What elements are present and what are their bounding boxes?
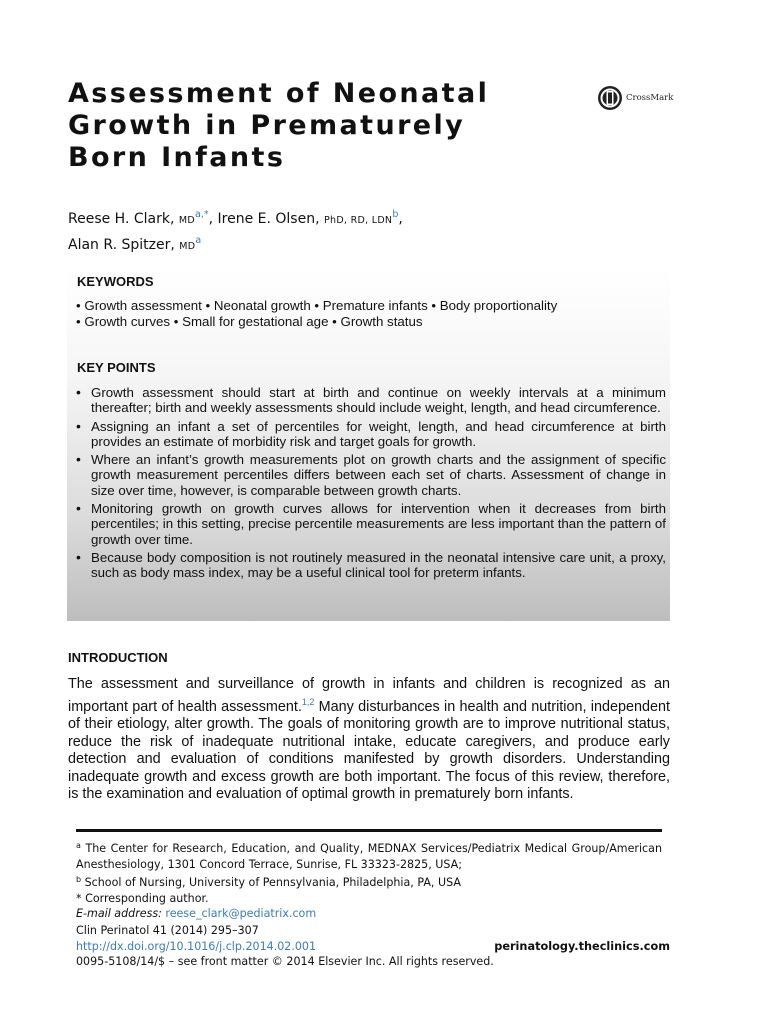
author-name: Alan R. Spitzer,: [68, 237, 175, 253]
author-name: Irene E. Olsen,: [217, 211, 320, 227]
key-point-item: • Because body composition is not routinely measured in the neonatal intensive care unit, a proxy, such as body mass index, may be a useful clinical tool for preterm infants.: [76, 550, 666, 581]
key-points-list: [76, 385, 666, 584]
key-point-item: • Assigning an infant a set of percentiles for weight, length, and head circumference at birth provides an estimate of morbidity risk and target goals for growth.: [76, 419, 666, 450]
affiliation-footnote: [76, 838, 662, 872]
author-line: [68, 231, 688, 257]
author-degree: MD: [178, 215, 195, 226]
affiliation-link[interactable]: a: [195, 235, 202, 246]
crossmark-badge[interactable]: [597, 85, 673, 111]
author-line: Reese H. Clark, MD$^{a,*}$, Irene E. Olsen, PhD, RD, LDN$^b$,: [68, 209, 403, 227]
journal-citation: Clin Perinatol 41 (2014) 295–307: [76, 924, 259, 937]
key-point-item: • Monitoring growth on growth curves allows for intervention when it decreases from birth percentiles; in this setting, precise percentile measurements are less important than the pattern of growth over time.: [76, 501, 666, 547]
keywords-line: • Growth curves • Small for gestational age • Growth status: [76, 314, 423, 329]
corresponding-author-note: * Corresponding author.: [76, 891, 209, 905]
email-link[interactable]: reese_clark@pediatrix.com: [165, 907, 317, 920]
key-point-item: • Where an infant’s growth measurements plot on growth charts and the assignment of specific growth measurement percentiles differs between each set of charts. Assessment of change in size over time, however, is comparable between growth charts.: [76, 452, 666, 498]
keywords-heading: KEYWORDS: [77, 274, 154, 289]
keywords-line: • Growth assessment • Neonatal growth • Premature infants • Body proportionality: [76, 298, 558, 313]
author-list: [68, 205, 688, 257]
journal-website[interactable]: perinatology.theclinics.com: [494, 939, 670, 953]
footnote-text: The Center for Research, Education, and Quality, MEDNAX Services/Pediatrix Medical Group/American Anesthesiology, 1301 Concord Terrace, Sunrise, FL 33323-2825, USA;: [76, 842, 662, 871]
crossmark-label: CrossMark: [626, 93, 674, 103]
title-line: Assessment of Neonatal: [68, 78, 490, 109]
key-points-heading: KEY POINTS: [77, 360, 156, 375]
reference-citation[interactable]: 1,2: [301, 696, 315, 707]
keywords-keypoints-box: [67, 267, 670, 621]
footnote-mark: b: [76, 875, 82, 884]
footnote-divider: [76, 829, 662, 832]
key-point-item: • Growth assessment should start at birth and continue on weekly intervals at a minimum thereafter; birth and weekly assessments should include weight, length, and head circumference.: [76, 385, 666, 416]
introduction-heading: INTRODUCTION: [68, 650, 168, 665]
footnotes: [76, 838, 662, 922]
journal-info: [76, 923, 670, 970]
footnote-mark: a: [76, 841, 81, 850]
intro-text: Many disturbances in health and nutrition, independent of their etiology, alter growth. The goals of monitoring growth are to improve nutritional status, reduce the risk of inadequate nutritional intake, educate caregivers, and produce early detection and evaluation of conditions manifested by growth disorders. Understanding inadequate growth and excess growth are both important. The focus of this review, therefore, is the examination and evaluation of optimal growth in prematurely born infants.: [68, 698, 670, 802]
email-line: [76, 906, 662, 922]
title-line: Born Infants: [68, 142, 286, 173]
article-title: [68, 78, 568, 174]
crossmark-icon: [597, 85, 623, 111]
introduction-paragraph: [68, 676, 670, 804]
copyright-line: 0095-5108/14/$ – see front matter © 2014 Elsevier Inc. All rights reserved.: [76, 955, 494, 968]
title-line: Growth in Prematurely: [68, 110, 466, 141]
affiliation-link[interactable]: b: [392, 209, 399, 220]
intro-text: The assessment and surveillance of growth in infants and children is recognized as an important part of health assessment.: [68, 676, 670, 715]
affiliation-footnote: [76, 872, 662, 891]
doi-link[interactable]: http://dx.doi.org/10.1016/j.clp.2014.02.001: [76, 939, 317, 953]
author-degree: MD: [179, 241, 196, 252]
author-name: Reese H. Clark,: [68, 211, 175, 227]
author-degree: PhD, RD, LDN: [323, 215, 393, 226]
email-label: E-mail address:: [76, 907, 162, 920]
affiliation-link[interactable]: a,*: [195, 209, 209, 220]
footnote-text: School of Nursing, University of Pennsylvania, Philadelphia, PA, USA: [81, 876, 461, 889]
